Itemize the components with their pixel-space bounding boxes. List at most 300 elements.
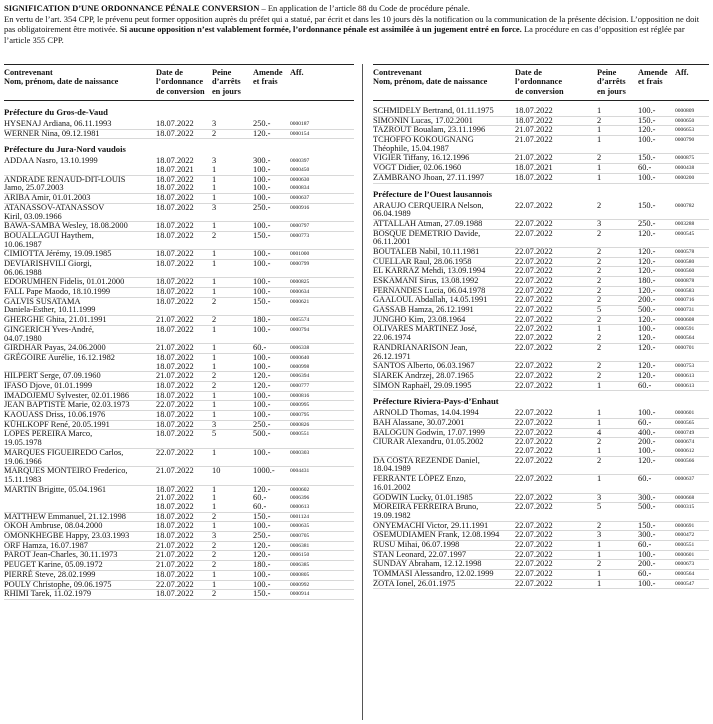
amende-cell: 120.- [638,285,656,295]
aff-cell: 0000650 [675,117,695,124]
offender-name-continued: Daniela-Esther, 10.11.1999 [4,305,96,315]
table-row [373,503,709,521]
aff-cell: 0000797 [290,223,310,230]
amende-cell: 120.- [638,370,656,380]
peine-cell: 3 [212,119,217,128]
offender-name: STAN Leonard, 22.07.1997 [373,549,467,559]
date-cell: 18.07.2022 [156,119,194,128]
notice-title: SIGNIFICATION D’UNE ORDONNANCE PÉNALE CONVERSION [4,3,260,13]
aff-cell: 0000560 [675,268,695,275]
peine-cell: 1 [212,493,217,503]
aff-cell: 0000303 [290,449,310,456]
left-column [4,68,354,600]
date-cell: 18.07.2022 [515,106,553,115]
aff-cell: 0000992 [290,581,310,588]
aff-cell: 0000834 [290,185,310,192]
date-cell: 18.07.2022 [156,174,194,184]
amende-cell: 120.- [638,342,656,352]
header-aff: Aff. [675,68,689,77]
aff-cell: 0000612 [675,448,695,455]
date-cell: 21.07.2022 [156,371,194,381]
aff-cell: 0000716 [675,297,695,304]
aff-cell: 0000200 [675,174,695,181]
offender-name: WERNER Nina, 09.12.1981 [4,128,100,138]
amende-cell: 100.- [638,135,656,145]
aff-cell: 0000601 [675,410,695,417]
date-cell: 18.07.2022 [156,419,194,429]
aff-cell: 0000634 [290,289,310,296]
peine-cell: 3 [212,419,217,429]
offender-name: ZAMBRANO Jhoan, 27.11.1997 [373,172,485,182]
date-cell: 18.07.2022 [156,259,194,268]
amende-cell: 100.- [253,221,271,231]
header-amende: Amende et frais [253,68,283,87]
offender-name: MARTIN Brigitte, 05.04.1961 [4,484,107,494]
peine-cell: 1 [597,172,602,182]
offender-name: MARQUES MONTEIRO Frederico, [4,466,128,476]
date-cell: 18.07.2022 [156,202,194,212]
header-peine: Peine d’arrêts en jours [212,68,241,96]
peine-cell: 2 [597,295,602,305]
aff-cell: 0000795 [290,412,310,419]
peine-cell: 2 [597,314,602,324]
amende-cell: 100.- [638,578,656,588]
date-cell: 22.07.2022 [515,218,553,228]
aff-cell: 0000809 [675,108,695,114]
peine-cell: 1 [597,540,602,550]
amende-cell: 500.- [638,305,656,315]
table-row [4,298,354,316]
aff-cell: 0000998 [290,363,310,370]
date-cell: 18.07.2022 [156,352,194,362]
offender-name: HYSENAJ Ardiana, 06.11.1993 [4,119,112,128]
offender-name: TCHOFFO KOKOUGNANG [373,135,474,145]
amende-cell: 300.- [253,156,271,166]
aff-cell: 0000551 [675,542,695,549]
date-cell: 18.07.2022 [156,324,194,334]
amende-cell: 250.- [638,218,656,228]
peine-cell: 1 [597,549,602,559]
amende-cell: 120.- [638,266,656,276]
aff-cell: 0000701 [675,344,695,351]
date-cell: 18.07.2022 [156,381,194,390]
date-cell: 22.07.2022 [515,370,553,380]
peine-cell: 2 [212,550,217,560]
intro-notice [4,3,709,45]
peine-cell: 2 [597,342,602,352]
amende-cell: 100.- [638,446,656,456]
date-cell: 18.07.2022 [156,531,194,541]
date-cell: 18.07.2022 [156,249,194,259]
prefecture-heading: Préfecture Riviera-Pays-d’Enhaut [373,396,499,407]
amende-cell: 120.- [253,371,271,381]
amende-cell: 120.- [253,128,271,138]
amende-cell: 100.- [253,324,271,334]
offender-name: FERNANDES Lucia, 06.04.1978 [373,285,486,295]
peine-cell: 1 [212,400,217,410]
date-cell: 22.07.2022 [515,408,553,418]
date-cell: 18.07.2022 [156,429,194,439]
date-cell: 18.07.2022 [515,115,553,125]
offender-name: MARQUES FIGUEIREDO Carlos, [4,447,124,457]
amende-cell: 150.- [253,511,271,521]
date-cell: 18.07.2021 [515,163,553,173]
table-row [4,176,354,194]
date-cell: 22.07.2022 [156,579,194,589]
date-cell: 18.07.2022 [156,296,194,306]
offender-name-continued: Théophile, 15.04.1987 [373,143,449,153]
offender-name: BOUALLAGUI Haythem, [4,230,94,240]
aff-cell: 0000995 [290,402,310,409]
peine-cell: 2 [597,437,602,447]
amende-cell: 300.- [638,530,656,540]
offender-name: DEVIARISHVILI Giorgi, [4,259,92,268]
peine-cell: 1 [597,324,602,334]
date-cell: 22.07.2022 [515,200,553,210]
offender-name: RHIMI Tarek, 11.02.1979 [4,589,92,599]
date-cell: 18.07.2022 [156,511,194,521]
offender-name: CIURAR Alexandru, 01.05.2002 [373,437,484,447]
date-cell: 21.07.2022 [515,125,553,135]
amende-cell: 120.- [638,314,656,324]
date-cell: 21.07.2022 [156,493,194,503]
peine-cell: 2 [212,296,217,306]
table-row [4,232,354,250]
amende-cell: 150.- [638,520,656,530]
table-row [373,438,709,456]
date-cell: 22.07.2022 [515,427,553,437]
amende-cell: 120.- [638,333,656,343]
offender-name: BAWA-SAMBA Wesley, 18.08.2000 [4,221,128,231]
peine-cell: 2 [597,115,602,125]
offender-name: ARAUJO CERQUEIRA Nelson, [373,200,484,210]
prefecture-heading: Préfecture de l’Ouest lausannois [373,188,492,199]
amende-cell: 1000.- [253,466,275,476]
table-row [4,326,354,344]
peine-cell: 2 [212,371,217,381]
aff-cell: 0006385 [290,562,310,569]
aff-cell: 0000825 [290,279,310,286]
aff-cell: 0000799 [290,261,310,267]
date-cell: 22.07.2022 [515,455,553,465]
amende-cell: 100.- [253,165,271,175]
aff-cell: 0000602 [290,486,310,493]
offender-name: GASSAB Hamza, 26.12.1991 [373,305,474,315]
header-amende: Amende et frais [638,68,668,87]
offender-name-continued: 15.11.1983 [4,474,42,484]
offender-name: JEAN BAPTISTE Marie, 02.03.1973 [4,400,130,410]
date-cell: 22.07.2022 [515,446,553,456]
peine-cell: 1 [212,521,217,531]
offender-name: SCHMIDELY Bertrand, 01.11.1975 [373,106,494,115]
aff-cell: 0006396 [290,495,310,502]
peine-cell: 2 [597,361,602,371]
offender-name: GHERGHE Ghita, 21.01.1991 [4,315,107,325]
notice-title-suffix: – En application de l’article 88 du Code de procédure pénale. [259,3,470,13]
peine-cell: 1 [212,361,217,371]
amende-cell: 60.- [638,418,652,428]
amende-cell: 120.- [638,256,656,266]
aff-cell: 0000608 [675,316,695,323]
peine-cell: 10 [212,466,221,476]
offender-name: GALVIS SUSATAMA [4,296,81,306]
date-cell: 18.07.2022 [156,183,194,193]
peine-cell: 1 [212,174,217,184]
peine-cell: 1 [597,569,602,579]
offender-name: OMONKHEGBE Happy, 23.03.1993 [4,531,130,541]
aff-cell: 0000773 [290,232,310,239]
notice-paragraph: En vertu de l’art. 354 CPP, le prévenu peut former opposition auprès du préfet qui a statué, par écrit et dans les 10 jours dès la notification ou la communication de la présente décision. L’opposition ne doit pas obligatoirement être motivée. [4,13,700,35]
offender-name: DA COSTA REZENDE Daniel, [373,455,480,465]
offender-name: HILPERT Serge, 07.09.1960 [4,371,101,381]
aff-cell: 0000753 [675,363,695,370]
amende-cell: 150.- [638,153,656,163]
aff-cell: 0003288 [675,220,695,227]
offender-name-continued: 06.11.2001 [373,237,411,247]
aff-cell: 0000630 [290,176,310,183]
table-row [4,157,354,175]
amende-cell: 60.- [253,343,267,353]
aff-cell: 0000673 [675,561,695,568]
peine-cell: 1 [212,352,217,362]
aff-cell: 0000578 [675,248,695,255]
offender-name: FALL Pape Maodo, 18.10.1999 [4,287,111,297]
header-date: Date de l’ordonnance de conversion [515,68,564,96]
offender-name: LOPES PEREIRA Marco, [4,429,93,439]
aff-cell: 0006381 [290,542,310,549]
date-cell: 22.07.2022 [515,502,553,512]
date-cell: 18.07.2022 [515,172,553,182]
amende-cell: 120.- [638,125,656,135]
peine-cell: 2 [212,589,217,599]
date-cell: 22.07.2022 [515,256,553,266]
amende-cell: 400.- [638,427,656,437]
peine-cell: 1 [212,165,217,175]
date-cell: 22.07.2022 [515,418,553,428]
peine-cell: 1 [597,578,602,588]
aff-cell: 0000450 [290,167,310,174]
date-cell: 18.07.2022 [156,502,194,511]
peine-cell: 2 [597,256,602,266]
table-row [4,130,354,140]
peine-cell: 1 [212,502,217,511]
peine-cell: 2 [212,511,217,521]
date-cell: 18.07.2022 [156,521,194,531]
amende-cell: 180.- [253,315,271,325]
date-cell: 22.07.2022 [515,295,553,305]
amende-cell: 150.- [253,230,271,240]
date-cell: 18.07.2022 [156,410,194,420]
aff-cell: 0000601 [675,551,695,558]
date-cell: 22.07.2022 [515,474,553,484]
peine-cell: 2 [597,276,602,286]
peine-cell: 2 [597,246,602,256]
peine-cell: 1 [597,125,602,135]
table-row [4,467,354,485]
amende-cell: 120.- [638,246,656,256]
aff-cell: 0000472 [675,532,695,539]
peine-cell: 1 [212,569,217,579]
peine-cell: 2 [212,315,217,325]
aff-cell: 0000777 [290,383,310,389]
aff-cell: 0000187 [290,121,310,127]
peine-cell: 1 [212,183,217,193]
amende-cell: 250.- [253,119,271,128]
date-cell: 18.07.2022 [156,287,194,297]
peine-cell: 2 [597,285,602,295]
peine-cell: 5 [597,305,602,315]
offender-name: KÜHLKOPF René, 20.05.1991 [4,419,110,429]
offender-name: ARIBA Amir, 01.01.2003 [4,193,91,203]
peine-cell: 1 [212,259,217,268]
offender-name: GODWIN Lucky, 01.01.1985 [373,492,473,502]
date-cell: 22.07.2022 [515,559,553,569]
peine-cell: 2 [212,540,217,550]
amende-cell: 100.- [638,172,656,182]
amende-cell: 100.- [638,549,656,559]
amende-cell: 120.- [253,381,271,390]
aff-cell: 0000705 [290,533,310,540]
aff-cell: 0004431 [290,468,310,475]
date-cell: 21.07.2022 [515,153,553,163]
amende-cell: 100.- [253,277,271,287]
aff-cell: 0000545 [675,230,695,237]
date-cell: 18.07.2022 [156,221,194,231]
offender-name: ONYEMACHI Victor, 29.11.1991 [373,520,489,530]
amende-cell: 180.- [253,560,271,570]
table-row [4,449,354,467]
header-peine: Peine d’arrêts en jours [597,68,626,96]
offender-name: GAALOUL Abdallah, 14.05.1991 [373,295,488,305]
date-cell: 22.07.2022 [515,437,553,447]
offender-name: IFASO Djove, 01.01.1999 [4,381,93,390]
peine-cell: 1 [597,106,602,115]
date-cell: 22.07.2022 [515,530,553,540]
offender-name: ATANASSOV-ATANASSOV [4,202,105,212]
peine-cell: 5 [212,429,217,439]
amende-cell: 250.- [253,419,271,429]
table-row [373,457,709,475]
date-cell: 22.07.2022 [515,549,553,559]
offender-name: PIERRÉ Steve, 28.02.1999 [4,569,96,579]
aff-cell: 0000878 [675,278,695,285]
offender-name: ZOTA Ionel, 26.01.1975 [373,578,456,588]
aff-cell: 0000565 [675,420,695,427]
offender-name-continued: 06.04.1989 [373,209,411,219]
offender-name: BOSQUE DEMETRIO Davide, [373,228,481,238]
peine-cell: 1 [597,408,602,418]
offender-name: TAZROUT Boualam, 23.11.1996 [373,125,486,135]
date-cell: 22.07.2022 [515,342,553,352]
date-cell: 22.07.2022 [515,540,553,550]
aff-cell: 0000613 [675,382,695,389]
offender-name: OLIVARES MARTINEZ José, [373,324,477,334]
offender-name-continued: 16.01.2002 [373,482,411,492]
peine-cell: 2 [212,128,217,138]
date-cell: 18.07.2022 [156,569,194,579]
peine-cell: 1 [597,163,602,173]
table-row [373,580,709,590]
peine-cell: 2 [597,200,602,210]
aff-cell: 0000613 [675,372,695,379]
aff-cell: 0000564 [675,571,695,578]
aff-cell: 0000731 [675,307,695,314]
table-row [4,260,354,278]
amende-cell: 150.- [253,589,271,599]
peine-cell: 2 [597,559,602,569]
offender-name: ADDAA Nasro, 13.10.1999 [4,156,98,166]
aff-cell: 0000566 [675,457,695,464]
date-cell: 21.07.2022 [156,550,194,560]
aff-cell: 0000438 [675,165,695,172]
aff-cell: 0000154 [290,130,310,137]
amende-cell: 250.- [253,531,271,541]
offender-name-continued: 22.06.1974 [373,333,411,343]
right-column [373,68,709,589]
date-cell: 21.07.2022 [156,315,194,325]
amende-cell: 60.- [638,474,652,484]
table-row [4,590,354,600]
amende-cell: 60.- [638,380,652,390]
amende-cell: 100.- [253,193,271,203]
peine-cell: 1 [597,418,602,428]
amende-cell: 100.- [253,183,271,193]
date-cell: 22.07.2022 [515,569,553,579]
peine-cell: 4 [597,427,602,437]
peine-cell: 1 [212,193,217,203]
date-cell: 18.07.2021 [156,165,194,175]
peine-cell: 2 [597,370,602,380]
amende-cell: 250.- [253,202,271,212]
offender-name-continued: 18.04.1989 [373,464,411,474]
date-cell: 22.07.2022 [515,305,553,315]
offender-name: JUNGHO Kim, 23.08.1964 [373,314,466,324]
aff-cell: 0000551 [290,431,310,438]
date-cell: 22.07.2022 [515,380,553,390]
aff-cell: 0000583 [675,287,695,294]
offender-name: SIAREK Andrzej, 28.07.1965 [373,370,474,380]
aff-cell: 0001124 [290,513,310,520]
amende-cell: 150.- [253,296,271,306]
peine-cell: 1 [212,277,217,287]
offender-name: GIRDHAR Payas, 24.06.2000 [4,343,106,353]
peine-cell: 1 [212,249,217,259]
aff-cell: 0000637 [290,195,310,202]
amende-cell: 100.- [253,410,271,420]
aff-cell: 0000914 [290,591,310,598]
aff-cell: 0000591 [675,326,695,333]
notice-paragraph-end: La procédure en cas d’opposition est réglée par l’article 355 CPP. [4,24,685,45]
right-top-rule [373,64,709,65]
date-cell: 21.07.2022 [156,540,194,550]
aff-cell: 0000635 [290,523,310,530]
amende-cell: 60.- [638,569,652,579]
offender-name: MOREIRA FERREIRA Bruno, [373,502,479,512]
offender-name: OKOH Ambruse, 08.04.2000 [4,521,103,531]
peine-cell: 1 [212,287,217,297]
peine-cell: 5 [597,502,602,512]
peine-cell: 3 [597,218,602,228]
date-cell: 22.07.2022 [515,314,553,324]
offender-name: BALOGUN Godwin, 17.07.1999 [373,427,485,437]
offender-name: BAH Alassane, 30.07.2001 [373,418,465,428]
peine-cell: 1 [597,474,602,484]
offender-name-continued: 04.07.1980 [4,333,42,343]
amende-cell: 100.- [253,249,271,259]
amende-cell: 100.- [253,259,271,268]
peine-cell: 3 [597,530,602,540]
table-row [4,430,354,448]
